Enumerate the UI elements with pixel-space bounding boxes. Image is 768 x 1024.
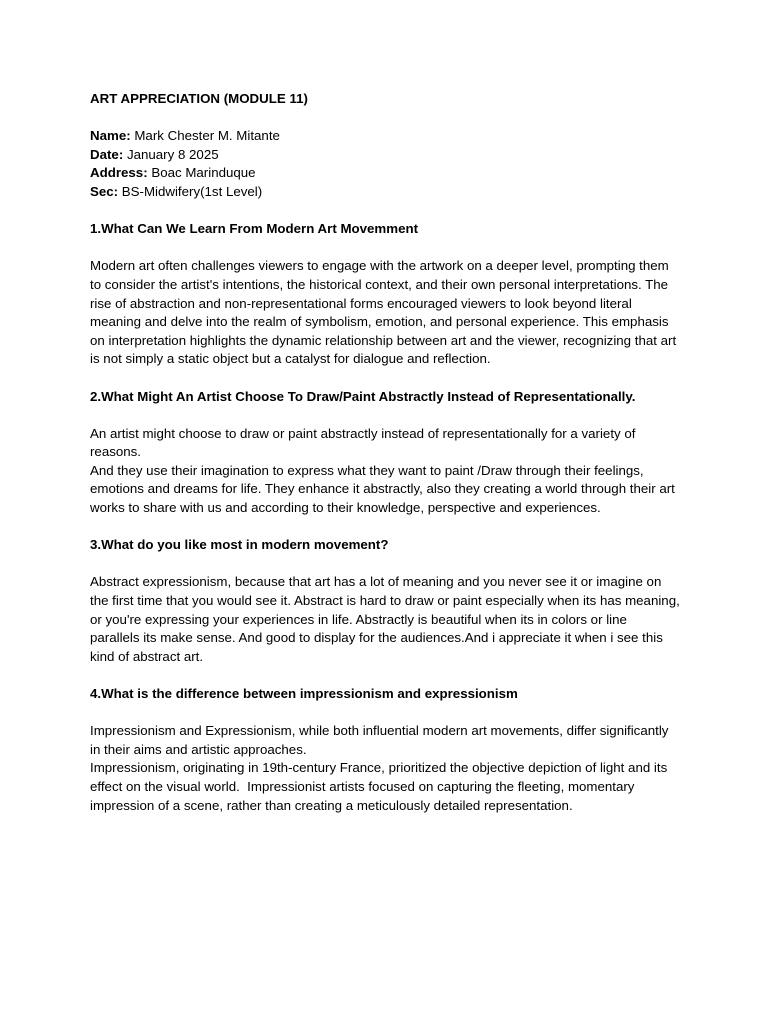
name-value: Mark Chester M. Mitante <box>130 128 280 144</box>
date-line <box>90 146 680 165</box>
answer-paragraph: An artist might choose to draw or paint abstractly instead of representationally for a variety of reasons. <box>90 425 636 460</box>
address-label: Address: <box>90 165 148 181</box>
name-label: Name: <box>90 128 131 144</box>
document-page <box>90 90 680 815</box>
question-3: 3.What do you like most in modern movement? <box>90 537 389 553</box>
answer-paragraph: Abstract expressionism, because that art has a lot of meaning and you never see it or imagine on the first time that you would see it. Abstract is hard to draw or paint especially when its has meaning, or you're expressing your experiences in life. Abstractly is beautiful when its in colors or line parallels its make sense. And good to display for the audiences.And i appreciate it when i see this kind of abstract art. <box>90 574 680 664</box>
question-1: 1.What Can We Learn From Modern Art Movemment <box>90 221 419 237</box>
date-label: Date: <box>90 146 124 162</box>
answer-paragraph: Impressionism, originating in 19th-century France, prioritized the objective depiction of light and its effect on the visual world. Impressionist artists focused on capturing the fleeting, momentary impression of a scene, rather than creating a meticulously detailed representation. <box>90 760 671 813</box>
question-4: 4.What is the difference between impressionism and expressionism <box>90 686 518 701</box>
document-title: ART APPRECIATION (MODULE 11) <box>90 91 308 106</box>
date-value: January 8 2025 <box>123 146 219 162</box>
answer-4 <box>90 722 680 815</box>
question-2: 2.What Might An Artist Choose To Draw/Paint Abstractly Instead of Representationally. <box>90 388 636 404</box>
student-info <box>90 127 680 201</box>
section-value: BS-Midwifery(1st Level) <box>118 183 263 199</box>
answer-paragraph: Impressionism and Expressionism, while both influential modern art movements, differ significantly in their aims and artistic approaches. <box>90 723 669 757</box>
name-line <box>90 127 680 146</box>
answer-3 <box>90 573 680 666</box>
answer-paragraph: And they use their imagination to express what they want to paint /Draw through their feelings, emotions and dreams for life. They enhance it abstractly, also they creating a world through their art works to share with us and according to their knowledge, perspective and experiences. <box>90 462 675 516</box>
answer-paragraph: Modern art often challenges viewers to engage with the artwork on a deeper level, prompting them to consider the artist's intentions, the historical context, and their own personal interpretations. The rise of abstraction and non-representational forms encouraged viewers to look beyond literal meaning and delve into the realm of symbolism, emotion, and personal experience. This emphasis on interpretation highlights the dynamic relationship between art and the viewer, recognizing that art is not simply a static object but a catalyst for dialogue and reflection. <box>90 258 677 367</box>
address-line <box>90 164 680 183</box>
section-line <box>90 183 680 202</box>
answer-2 <box>90 425 680 518</box>
section-label: Sec: <box>90 183 119 199</box>
address-value: Boac Marinduque <box>147 165 256 181</box>
answer-1 <box>90 257 680 369</box>
